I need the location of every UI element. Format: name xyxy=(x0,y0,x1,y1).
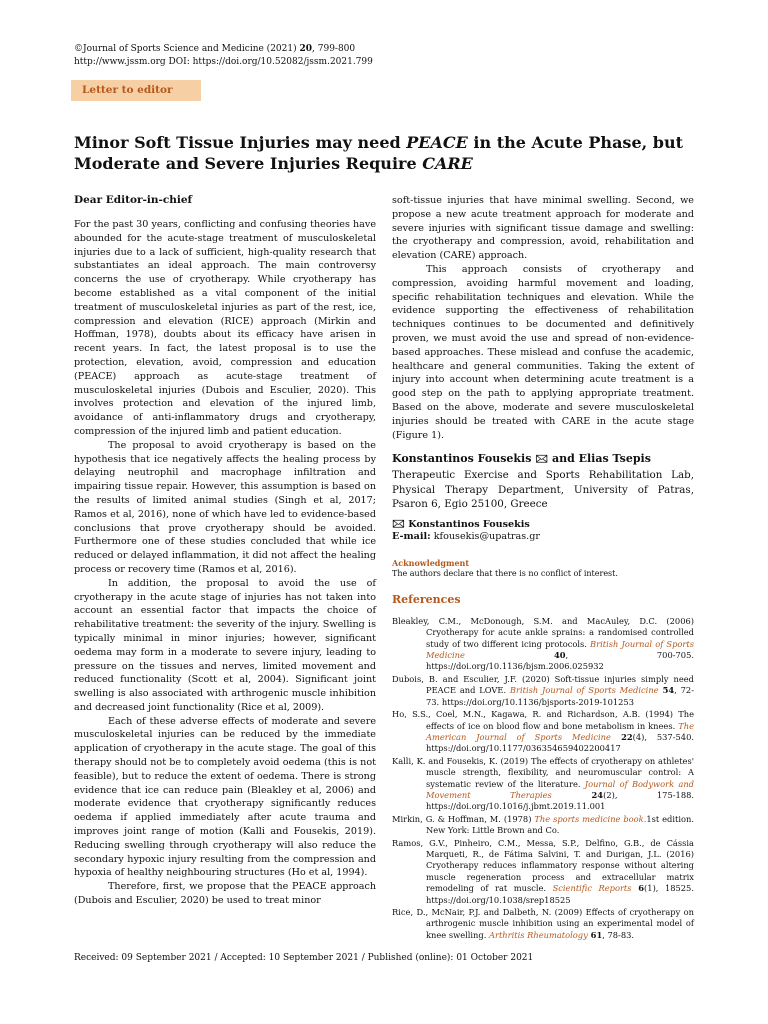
reference-item: Kalli, K. and Fousekis, K. (2019) The effects of cryotherapy on athletes' muscle strength, flexibility, and neuromuscular control: A systematic review of the literature. Journal of Bodywork and Movement Therapies 24(2), 175-188. https://doi.org/10.1016/j.jbmt.2019.11.001 xyxy=(392,755,695,812)
paragraph: soft-tissue injuries that have minimal swelling. Second, we propose a new acute treatment approach for moderate and severe injuries with significant tissue damage and swelling: the cryotherapy and compression, avoid, rehabilitation and elevation (CARE) approach. xyxy=(392,195,694,262)
affiliation: Therapeutic Exercise and Sports Rehabilitation Lab, Physical Therapy Department, University of Patras, Psaron 6, Egio 25100, Greece xyxy=(392,469,694,511)
right-column xyxy=(392,194,694,942)
email: E-mail: kfousekis@upatras.gr xyxy=(392,531,540,543)
references-heading: References xyxy=(392,592,461,606)
reference-item: Mirkin, G. & Hoffman, M. (1978) The sports medicine book.1st edition. New York: Little Brown and Co. xyxy=(392,813,694,836)
section-label xyxy=(71,80,201,101)
email-link[interactable]: kfousekis@upatras.gr xyxy=(430,531,540,543)
reference-item: Dubois, B. and Esculier, J.F. (2020) Soft-tissue injuries simply need PEACE and LOVE. British Journal of Sports Medicine 54, 72-73. https://doi.org/10.1136/bjsports-2019-101253 xyxy=(392,673,694,707)
article-title: Minor Soft Tissue Injuries may need PEACE in the Acute Phase, but Moderate and Severe Injuries Require CARE xyxy=(74,133,683,173)
paragraph: For the past 30 years, conflicting and confusing theories have abounded for the acute-stage treatment of musculoskeletal injuries due to a lack of sufficient, high-quality research that substantiates an ideal approach. The main controversy concerns the use of cryotherapy. While cryotherapy has become established as a vital component of the initial treatment of musculoskeletal injuries as part of the rest, ice, compression and elevation (RICE) approach (Mirkin and Hoffman, 1978), doubts about its efficacy have arisen in recent years. In fact, the latest proposal is to use the protection, elevation, avoid, compression and education (PEACE) approach as acute-stage treatment of musculoskeletal injuries (Dubois and Esculier, 2020). This involves protection and elevation of the injured limb, avoidance of anti-inflammatory drugs and cryotherapy, compression of the injured limb and patient education. xyxy=(74,219,376,437)
reference-item: Rice, D., McNair, P.J. and Dalbeth, N. (2009) Effects of cryotherapy on arthrogenic muscle inhibition using an experimental model of knee swelling. Arthritis Rheumatology 61, 78-83. xyxy=(392,907,694,940)
journal-citation: ©Journal of Sports Science and Medicine (2021) 20, 799-800 xyxy=(74,44,356,54)
acknowledgment-text: The authors declare that there is no conflict of interest. xyxy=(392,568,618,578)
reference-item: Bleakley, C.M., McDonough, S.M. and MacAuley, D.C. (2006) Cryotherapy for acute ankle sprains: a randomised controlled study of two different icing protocols. British Journal of Sports Medicine 40, 700-705. https://doi.org/10.1136/bjsm.2006.025932 xyxy=(392,615,695,672)
publication-dates: Received: 09 September 2021 / Accepted: 10 September 2021 / Published (online): 01 October 2021 xyxy=(74,953,534,963)
journal-doi: http://www.jssm.org DOI: https://doi.org/10.52082/jssm.2021.799 xyxy=(74,56,373,67)
paragraph: Each of these adverse effects of moderate and severe musculoskeletal injuries can be reduced by the immediate application of cryotherapy in the acute stage. The goal of this therapy should not be to completely avoid oedema (this is not feasible), but to reduce the extent of oedema. There is strong evidence that ice can reduce pain (Bleakley et al, 2006) and moderate evidence that cryotherapy significantly reduces oedema if applied immediately after acute trauma and improves joint range of motion (Kalli and Fousekis, 2019). Reducing swelling through cryotherapy will also reduce the secondary hypoxic injury resulting from the compression and hypoxia of healthy neighbouring structures (Ho et al, 1994). xyxy=(74,715,376,879)
section-label-text: Letter to editor xyxy=(82,84,173,96)
paragraph: In addition, the proposal to avoid the use of cryotherapy in the acute stage of injuries has not taken into account an essential factor that impacts the choice of rehabilitative treatment: the severity of the injury. Swelling is typically minimal in minor injuries; however, significant oedema may form in a moderate to severe injury, leading to pressure on the tissues and nerves, limited movement and reduced functionality (Scott et al, 2004). Significant joint swelling is also associated with arthrogenic muscle inhibition and decreased joint functionality (Rice et al, 2009). xyxy=(74,577,376,713)
author-line: Konstantinos Fousekis 🖂 and Elias Tsepis xyxy=(392,452,651,466)
envelope-icon: 🖂 xyxy=(392,516,405,530)
left-column xyxy=(74,193,376,908)
paragraph: Therefore, first, we propose that the PEACE approach (Dubois and Esculier, 2020) be used to treat minor xyxy=(74,881,376,907)
corresponding-author: 🖂 Konstantinos Fousekis xyxy=(392,516,530,530)
paragraph: This approach consists of cryotherapy and compression, avoiding harmful movement and loading, specific rehabilitation techniques and elevation. While the evidence supporting the effectiveness of rehabilitation techniques continues to be documented and definitively proven, we must avoid the use and spread of non-evidence-based approaches. These mislead and confuse the academic, healthcare and general communities. Taking the extent of injury into account when determining acute treatment is a good step on the path to applying appropriate treatment. Based on the above, moderate and severe musculoskeletal injuries should be treated with CARE in the acute stage (Figure 1). xyxy=(392,263,694,441)
paragraph: The proposal to avoid cryotherapy is based on the hypothesis that ice negatively affects the healing process by delaying neutrophil and macrophage infiltration and impairing tissue repair. However, this assumption is based on the results of limited animal studies (Singh et al, 2017; Ramos et al, 2016), none of which have led to evidence-based conclusions that prove cryotherapy should be avoided. Furthermore one of these studies concluded that while ice reduced or delayed inflammation, it did not affect the healing process or recovery time (Ramos et al, 2016). xyxy=(74,439,376,575)
acknowledgment-heading: Acknowledgment xyxy=(392,557,470,568)
reference-item: Ramos, G.V., Pinheiro, C.M., Messa, S.P., Delfino, G.B., de Cássia Marqueti, R., de Fátima Salvini, T. and Durigan, J.L. (2016) Cryotherapy reduces inflammatory response without altering muscle regeneration process and extracellular matrix remodeling of rat muscle. Scientific Reports 6(1), 18525. https://doi.org/10.1038/srep18525 xyxy=(392,837,694,905)
envelope-icon: 🖂 xyxy=(535,452,549,466)
reference-item: Ho, S.S., Coel, M.N., Kagawa, R. and Richardson, A.B. (1994) The effects of ice on blood flow and bone metabolism in knees. The American Journal of Sports Medicine 22(4), 537-540. https://doi.org/10.1177/036354659402200417 xyxy=(392,709,694,754)
reference-list xyxy=(392,616,694,941)
salutation: Dear Editor-in-chief xyxy=(74,194,193,206)
journal-header xyxy=(74,43,373,68)
